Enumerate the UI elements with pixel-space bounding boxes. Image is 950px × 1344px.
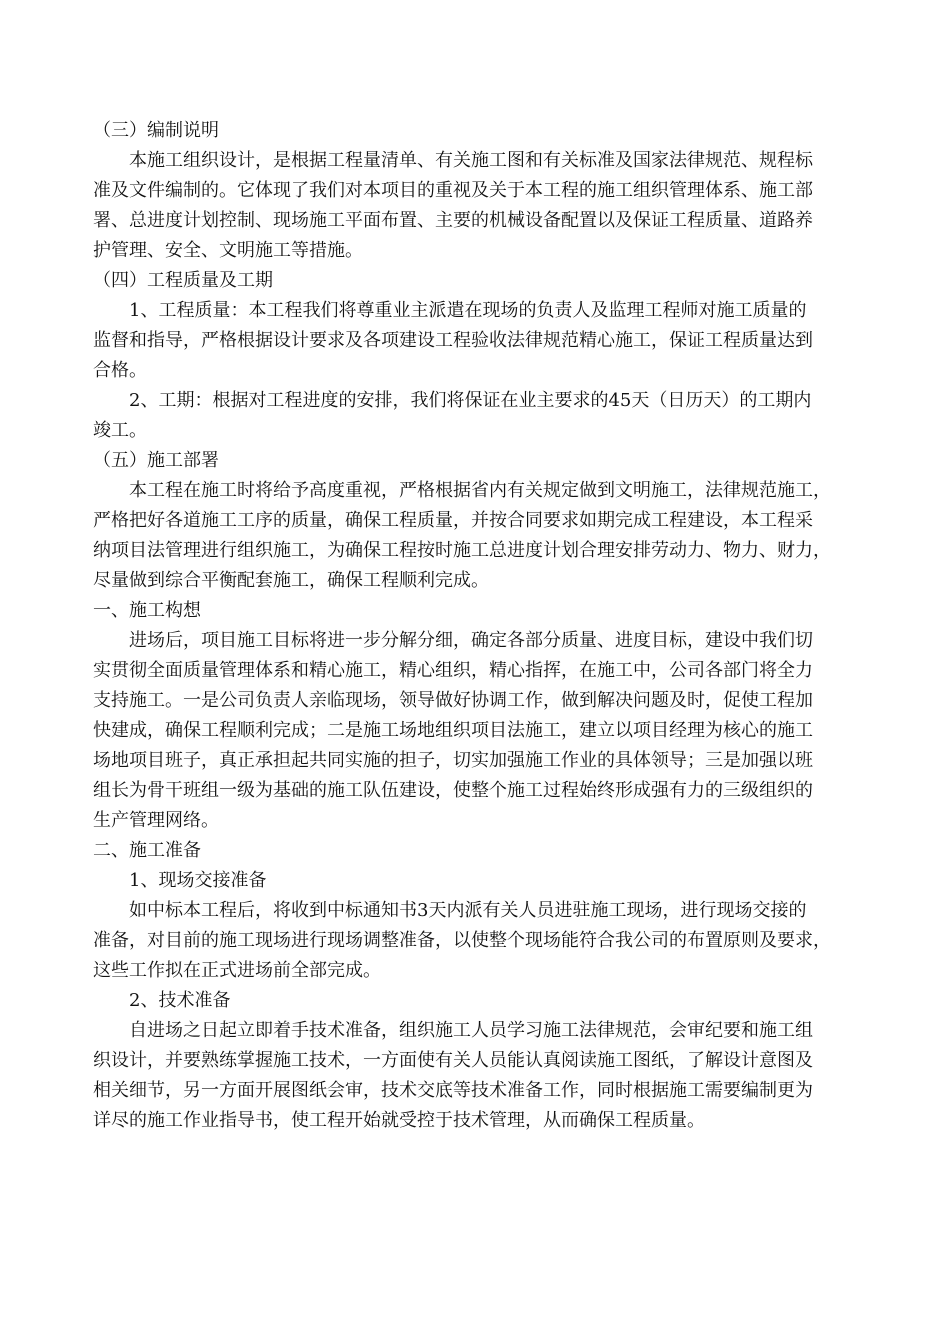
paragraph-line: 组长为骨干班组一级为基础的施工队伍建设，使整个施工过程始终形成强有力的三级组织的 [93, 780, 813, 801]
paragraph-line: 本施工组织设计，是根据工程量清单、有关施工图和有关标准及国家法律规范、规程标 [129, 150, 813, 171]
paragraph-line: 监督和指导，严格根据设计要求及各项建设工程验收法律规范精心施工，保证工程质量达到 [93, 330, 813, 351]
part-2-site-handover-paragraph [93, 896, 861, 986]
part-2-technical-paragraph [93, 1016, 861, 1136]
document-page [93, 116, 861, 1136]
paragraph-line: 准备，对目前的施工现场进行现场调整准备，以使整个现场能符合我公司的布置原则及要求， [93, 930, 831, 951]
part-1-paragraph [93, 626, 861, 836]
paragraph-line: 纳项目法管理进行组织施工，为确保工程按时施工总进度计划合理安排劳动力、物力、财力， [93, 540, 831, 561]
part-2-subheading-site-handover: 1、现场交接准备 [129, 870, 267, 891]
section-5-paragraph [93, 476, 861, 596]
section-4-item-quality [93, 296, 861, 386]
paragraph-line: 竣工。 [93, 420, 147, 441]
paragraph-line: 这些工作拟在正式进场前全部完成。 [93, 960, 381, 981]
paragraph-line: 场地项目班子，真正承担起共同实施的担子，切实加强施工作业的具体领导；三是加强以班 [93, 750, 813, 771]
paragraph-line: 自进场之日起立即着手技术准备，组织施工人员学习施工法律规范，会审纪要和施工组 [129, 1020, 813, 1041]
paragraph-line: 相关细节，另一方面开展图纸会审，技术交底等技术准备工作，同时根据施工需要编制更为 [93, 1080, 813, 1101]
paragraph-line: 准及文件编制的。它体现了我们对本项目的重视及关于本工程的施工组织管理体系、施工部 [93, 180, 813, 201]
part-2-subheading-technical: 2、技术准备 [129, 990, 231, 1011]
paragraph-line: 织设计，并要熟练掌握施工技术，一方面使有关人员能认真阅读施工图纸，了解设计意图及 [93, 1050, 813, 1071]
paragraph-line: 尽量做到综合平衡配套施工，确保工程顺利完成。 [93, 570, 489, 591]
paragraph-line: 进场后，项目施工目标将进一步分解分细，确定各部分质量、进度目标，建设中我们切 [129, 630, 813, 651]
part-1-heading: 一、施工构想 [93, 600, 201, 621]
paragraph-line: 署、总进度计划控制、现场施工平面布置、主要的机械设备配置以及保证工程质量、道路养 [93, 210, 813, 231]
paragraph-line: 详尽的施工作业指导书，使工程开始就受控于技术管理，从而确保工程质量。 [93, 1110, 705, 1131]
paragraph-line: 本工程在施工时将给予高度重视，严格根据省内有关规定做到文明施工，法律规范施工， [129, 480, 831, 501]
paragraph-line: 2、工期：根据对工程进度的安排，我们将保证在业主要求的45天（日历天）的工期内 [129, 390, 812, 411]
part-2-heading: 二、施工准备 [93, 840, 201, 861]
paragraph-line: 支持施工。一是公司负责人亲临现场，领导做好协调工作，做到解决问题及时，促使工程加 [93, 690, 813, 711]
paragraph-line: 严格把好各道施工工序的质量，确保工程质量，并按合同要求如期完成工程建设，本工程采 [93, 510, 813, 531]
section-heading-5: （五）施工部署 [93, 450, 219, 471]
paragraph-line: 如中标本工程后，将收到中标通知书3天内派有关人员进驻施工现场，进行现场交接的 [129, 900, 807, 921]
section-heading-3: （三）编制说明 [93, 120, 219, 141]
paragraph-line: 实贯彻全面质量管理体系和精心施工，精心组织，精心指挥，在施工中，公司各部门将全力 [93, 660, 813, 681]
section-4-item-schedule [93, 386, 861, 446]
section-3-paragraph [93, 146, 861, 266]
paragraph-line: 护管理、安全、文明施工等措施。 [93, 240, 363, 261]
paragraph-line: 1、工程质量：本工程我们将尊重业主派遣在现场的负责人及监理工程师对施工质量的 [129, 300, 807, 321]
section-heading-4: （四）工程质量及工期 [93, 270, 273, 291]
paragraph-line: 生产管理网络。 [93, 810, 219, 831]
paragraph-line: 快建成，确保工程顺利完成；二是施工场地组织项目法施工，建立以项目经理为核心的施工 [93, 720, 813, 741]
paragraph-line: 合格。 [93, 360, 147, 381]
